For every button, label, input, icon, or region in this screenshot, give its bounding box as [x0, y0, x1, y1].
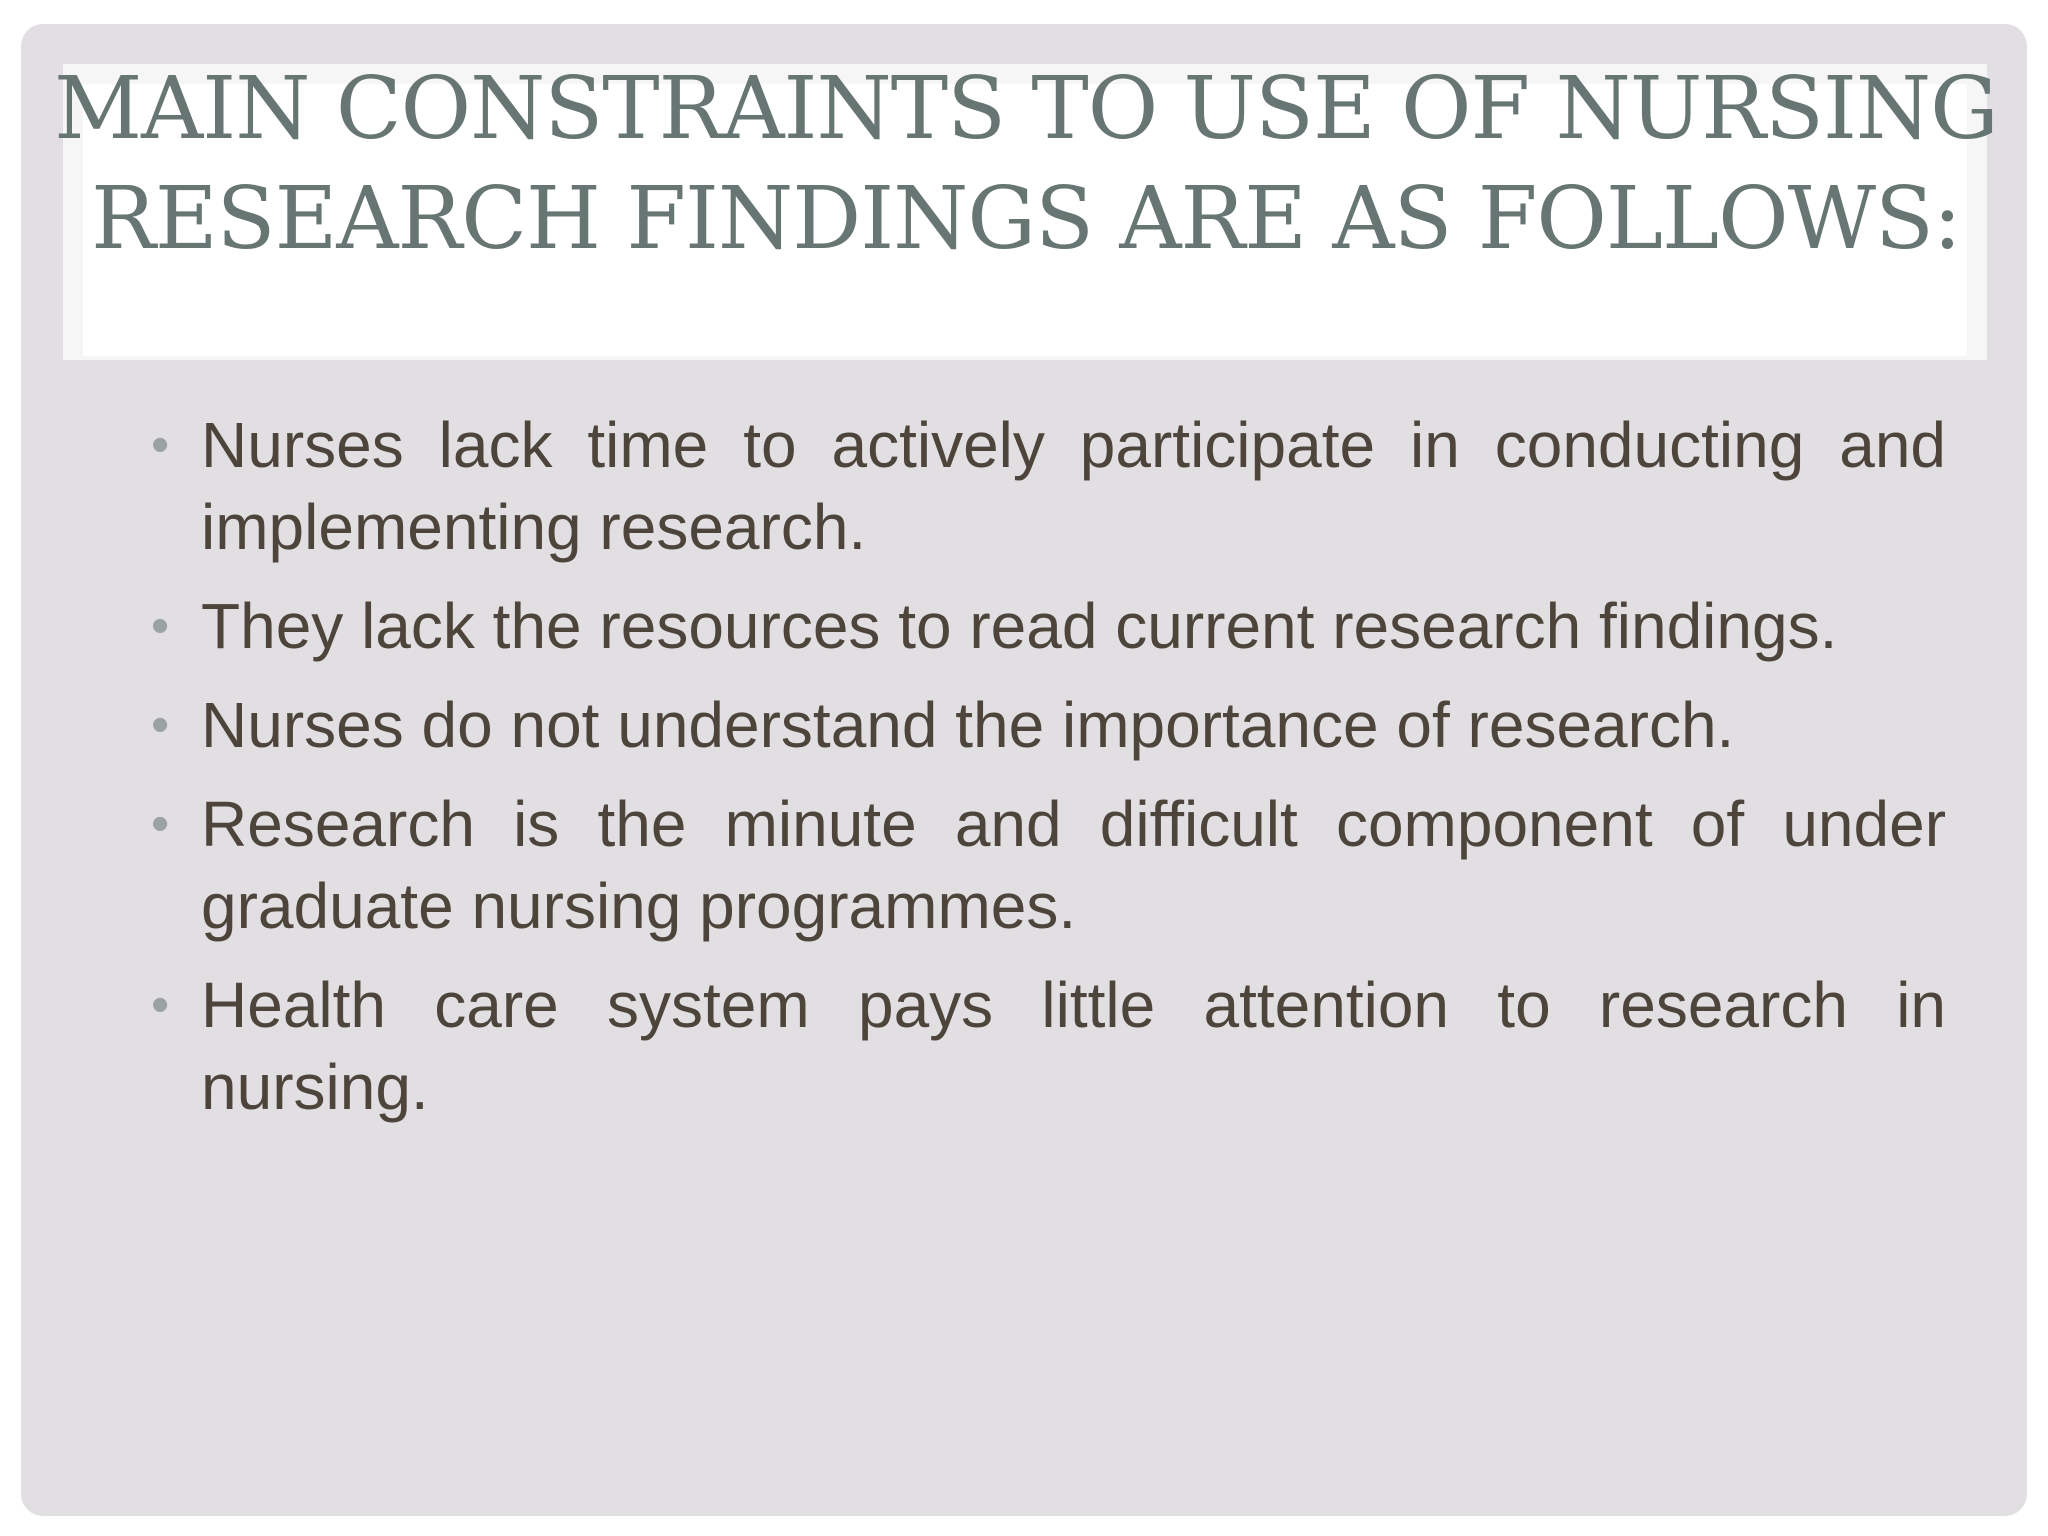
bullet-marker-icon: • [151, 976, 170, 1034]
bullet-item [151, 684, 1946, 766]
bullet-marker-icon: • [151, 696, 170, 754]
bullet-item [151, 783, 1946, 947]
bullet-text: Research is the minute and difficult component of under graduate nursing programmes. [201, 788, 1946, 942]
bullet-text: Health care system pays little attention to research in nursing. [201, 969, 1946, 1123]
bullet-item [151, 404, 1946, 568]
slide-panel [21, 24, 2027, 1516]
slide-title: MAIN CONSTRAINTS TO USE OF NURSING RESEARCH FINDINGS ARE AS FOLLOWS: [54, 59, 1998, 269]
bullet-marker-icon: • [151, 795, 170, 853]
bullet-text: Nurses lack time to actively participate in conducting and implementing research. [201, 409, 1946, 563]
bullet-text: They lack the resources to read current research findings. [201, 590, 1838, 662]
bullet-marker-icon: • [151, 416, 170, 474]
bullet-text: Nurses do not understand the importance of research. [201, 689, 1735, 761]
bullet-item [151, 585, 1946, 667]
bullet-item [151, 964, 1946, 1128]
bullet-marker-icon: • [151, 597, 170, 655]
bullet-list [151, 404, 1946, 1145]
